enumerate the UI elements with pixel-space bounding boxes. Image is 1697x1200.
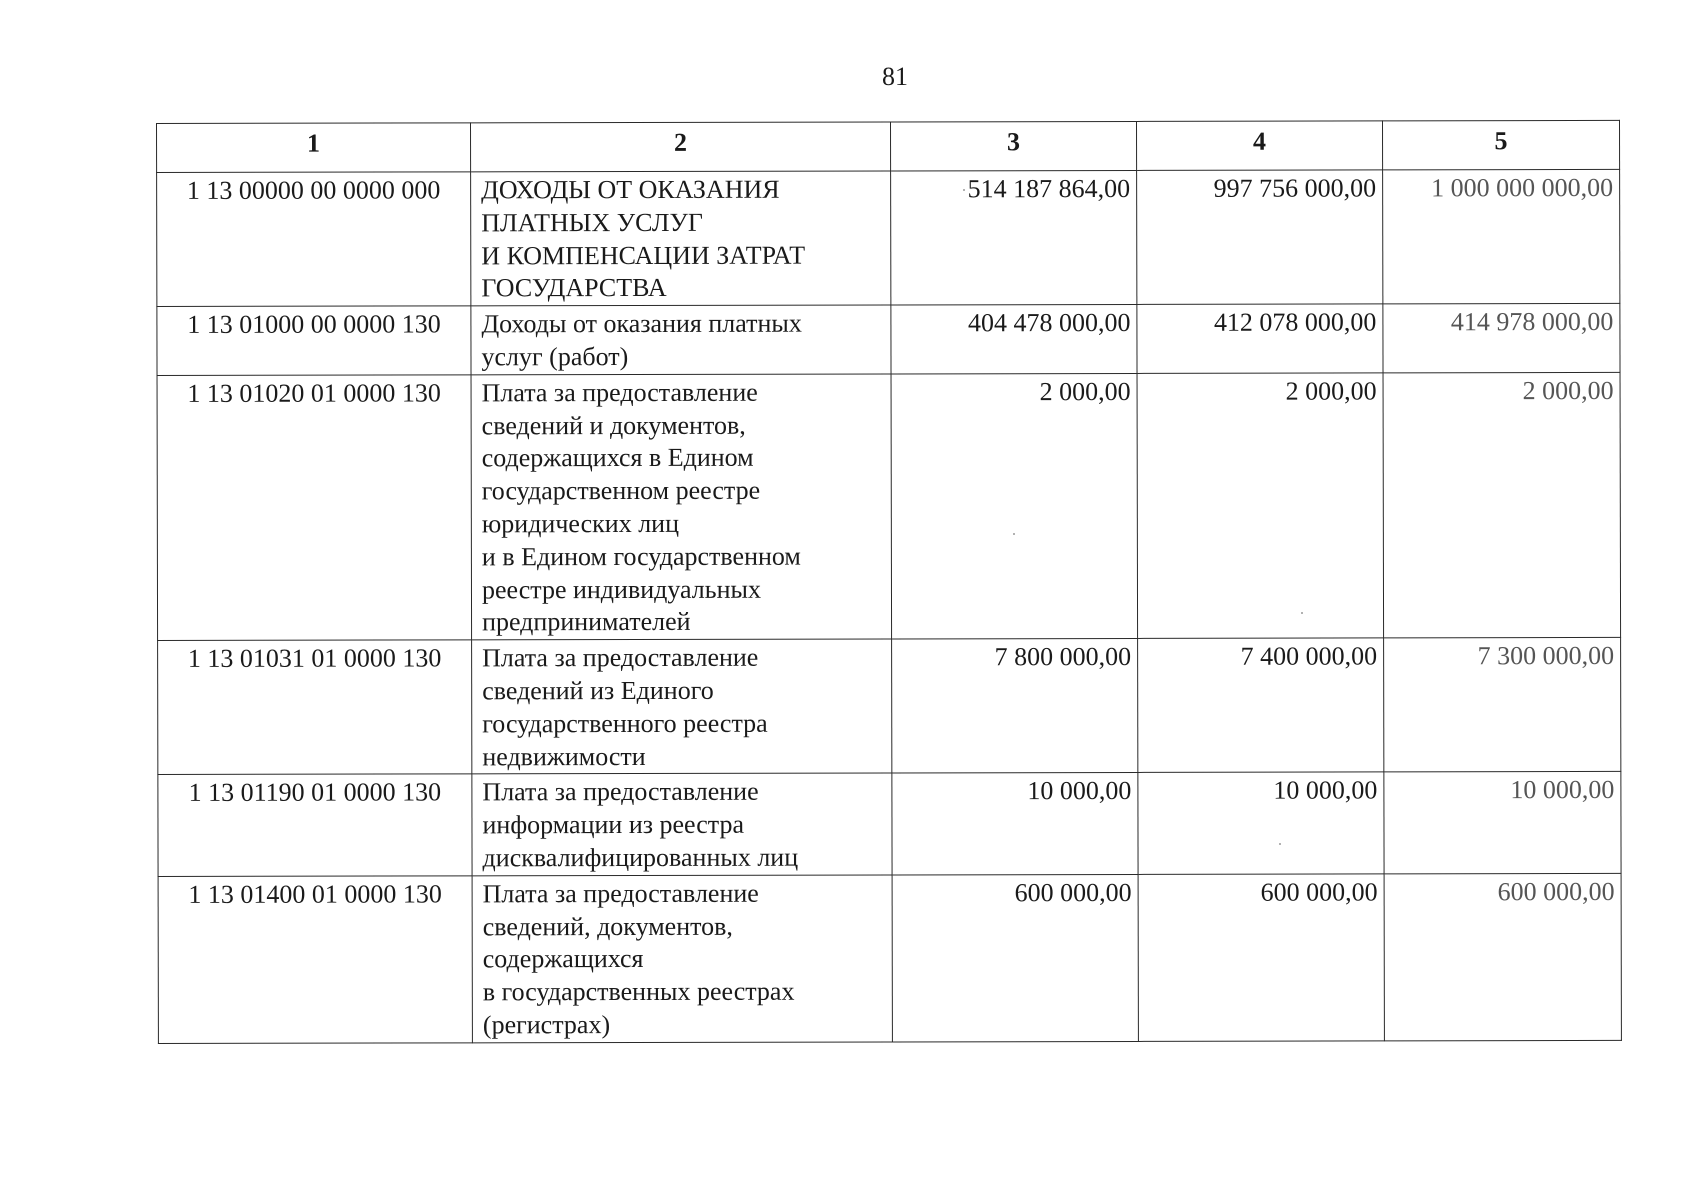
- revenue-name-line: Плата за предоставление: [482, 777, 759, 807]
- amount-cell-col5: 414 978 000,00: [1383, 304, 1620, 373]
- budget-code-cell: 1 13 01020 01 0000 130: [157, 375, 472, 641]
- revenue-name-line: Плата за предоставление: [482, 642, 759, 673]
- column-header: 5: [1382, 120, 1619, 169]
- revenue-name-line: сведений из Единого: [482, 675, 714, 706]
- scan-speck: [1301, 612, 1303, 614]
- amount-cell-col5: 2 000,00: [1383, 372, 1621, 638]
- budget-code-cell: 1 13 01000 00 0000 130: [157, 306, 471, 375]
- revenue-name-cell: [472, 639, 892, 774]
- revenue-name-line: Плата за предоставление: [481, 377, 758, 408]
- amount-cell-col4: 412 078 000,00: [1137, 304, 1383, 373]
- column-header: 2: [471, 122, 891, 172]
- revenue-name-line: информации из реестра: [482, 809, 745, 840]
- revenue-name-line: государственного реестра: [482, 708, 768, 739]
- revenue-name-cell: [471, 305, 891, 374]
- revenue-name-line: и в Едином государственном: [481, 541, 801, 572]
- revenue-table: [156, 120, 1622, 1044]
- revenue-name-line: услуг (работ): [481, 341, 629, 372]
- table-row: [157, 169, 1620, 306]
- page-number: 81: [882, 62, 908, 91]
- amount-cell-col4: 600 000,00: [1138, 874, 1384, 1041]
- revenue-name-line: недвижимости: [482, 741, 646, 771]
- column-header: 3: [890, 121, 1136, 171]
- table-row: [157, 304, 1620, 376]
- revenue-name-line: ПЛАТНЫХ УСЛУГ: [481, 207, 703, 238]
- table-row: [158, 638, 1621, 775]
- revenue-name-line: юридических лиц: [481, 508, 680, 539]
- revenue-name-line: ГОСУДАРСТВА: [481, 273, 667, 303]
- revenue-name-line: предпринимателей: [482, 607, 691, 637]
- budget-code-cell: 1 13 01031 01 0000 130: [158, 640, 472, 775]
- table-row: [158, 873, 1621, 1043]
- scan-speck: [1279, 843, 1281, 845]
- revenue-name-line: сведений, документов,: [482, 911, 733, 941]
- table-row: [158, 772, 1621, 876]
- scan-speck: [963, 189, 965, 191]
- revenue-name-line: ДОХОДЫ ОТ ОКАЗАНИЯ: [481, 174, 780, 205]
- budget-code-cell: 1 13 01190 01 0000 130: [158, 774, 472, 876]
- revenue-name-line: И КОМПЕНСАЦИИ ЗАТРАТ: [481, 240, 806, 270]
- amount-cell-col4: 2 000,00: [1137, 373, 1384, 639]
- revenue-name-cell: [471, 374, 892, 640]
- revenue-name-line: Плата за предоставление: [482, 878, 759, 909]
- revenue-name-line: содержащихся в Едином: [481, 443, 754, 473]
- revenue-name-line: Доходы от оказания платных: [481, 308, 802, 339]
- amount-cell-col3: 10 000,00: [892, 773, 1138, 875]
- budget-code-cell: 1 13 00000 00 0000 000: [157, 172, 471, 307]
- amount-cell-col3: 404 478 000,00: [891, 305, 1137, 374]
- revenue-name-cell: [472, 773, 892, 875]
- amount-cell-col3: 2 000,00: [891, 373, 1138, 639]
- revenue-name-line: (регистрах): [482, 1009, 611, 1040]
- revenue-name-cell: [472, 875, 892, 1043]
- amount-cell-col4: 997 756 000,00: [1137, 170, 1383, 305]
- revenue-name-line: реестре индивидуальных: [481, 574, 762, 604]
- amount-cell-col3: 7 800 000,00: [892, 639, 1138, 774]
- amount-cell-col4: 10 000,00: [1138, 772, 1384, 874]
- revenue-name-cell: [471, 171, 891, 306]
- amount-cell-col3: 514 187 864,00: [891, 170, 1137, 305]
- amount-cell-col4: 7 400 000,00: [1138, 638, 1384, 773]
- column-header: 1: [157, 123, 471, 173]
- amount-cell-col5: 1 000 000 000,00: [1383, 169, 1620, 304]
- revenue-name-line: сведений и документов,: [481, 410, 746, 440]
- revenue-name-line: в государственных реестрах: [482, 976, 795, 1007]
- budget-code-cell: 1 13 01400 01 0000 130: [158, 876, 472, 1044]
- table-row: [157, 372, 1621, 640]
- revenue-name-line: дисквалифицированных лиц: [482, 842, 799, 873]
- column-header: 4: [1136, 121, 1382, 171]
- revenue-name-line: государственном реестре: [481, 475, 761, 506]
- scan-speck: [1013, 533, 1015, 535]
- amount-cell-col5: 7 300 000,00: [1384, 638, 1621, 773]
- table-header-row: [157, 120, 1620, 172]
- amount-cell-col5: 600 000,00: [1384, 873, 1621, 1040]
- amount-cell-col5: 10 000,00: [1384, 772, 1621, 874]
- amount-cell-col3: 600 000,00: [892, 874, 1138, 1041]
- revenue-name-line: содержащихся: [482, 944, 644, 974]
